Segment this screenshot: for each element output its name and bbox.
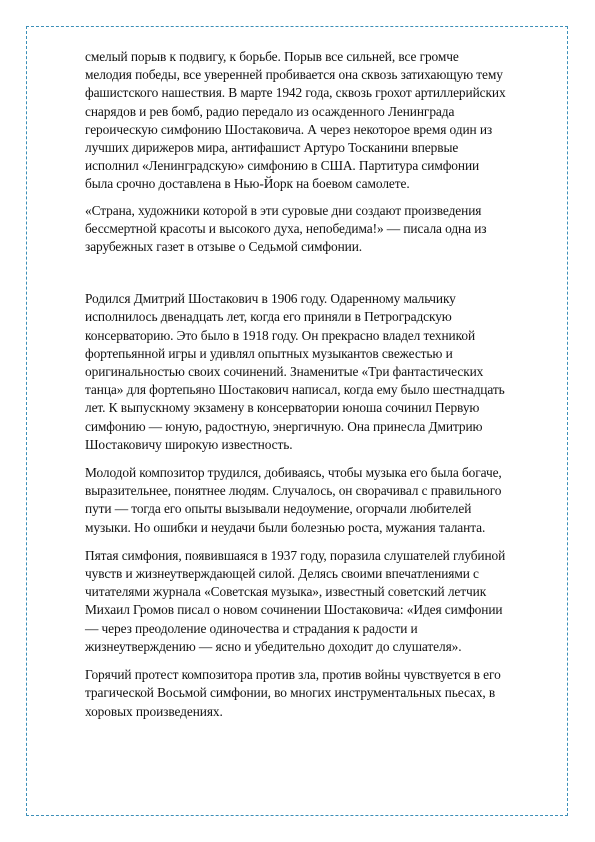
paragraph-biography: Родился Дмитрий Шостакович в 1906 году. Одаренному мальчику исполнилось двенадцать лет, когда его приняли в Петроградскую консерваторию. Это было в 1918 году. Он прекрасно владел техникой фортепьянной игры и удивлял опытных музыкантов свежестью и оригинальностью своих сочинений. Знаменитые «Три фантастических танца» для фортепьяно Шостакович написал, когда ему было шестнадцать лет. К выпускному экзамену в консерватории юноша сочинил Первую симфонию — юную, радостную, энергичную. Она принесла Дмитрию Шостаковичу широкую известность. (85, 291, 505, 452)
document-body (85, 48, 507, 721)
paragraph-fifth-symphony: Пятая симфония, появившаяся в 1937 году, поразила слушателей глубиной чувств и жизнеутверждающей силой. Делясь своими впечатлениями с читателями журнала «Советская музыка», известный советский летчик Михаил Громов писал о новом сочинении Шостаковича: «Идея симфонии — через преодоление одиночества и страдания к радости и жизнеутверждению — ясно и убедительно доходит до слушателя». (85, 547, 506, 654)
paragraph-young-composer: Молодой композитор трудился, добиваясь, чтобы музыка его была богаче, выразительнее, понятнее людям. Случалось, он сворачивал с правильного пути — тогда его опыты вызывали недоумение, огорчали любителей музыки. Но ошибки и неудачи были болезнью роста, мужания таланта. (85, 465, 502, 535)
paragraph-leningrad-symphony: смелый порыв к подвигу, к борьбе. Порыв все сильней, все громче мелодия победы, все уверенней пробивается она сквозь затихающую тему фашистского нашествия. В марте 1942 года, сквозь грохот артиллерийских снарядов и рев бомб, радио передало из осажденного Ленинграда героическую симфонию Шостаковича. А через некоторое время один из лучших дирижеров мира, антифашист Артуро Тосканини впервые исполнил «Ленинградскую» симфонию в США. Партитура симфонии была срочно доставлена в Нью-Йорк на боевом самолете. (85, 49, 506, 192)
paragraph-newspaper-quote: «Страна, художники которой в эти суровые дни создают произведения бессмертной красоты и высокого духа, непобедима!» — писала одна из зарубежных газет в отзыве о Седьмой симфонии. (85, 202, 487, 255)
paragraph-eighth-symphony: Горячий протест композитора против зла, против войны чувствуется в его трагической Восьмой симфонии, во многих инструментальных пьесах, в хоровых произведениях. (85, 667, 501, 719)
